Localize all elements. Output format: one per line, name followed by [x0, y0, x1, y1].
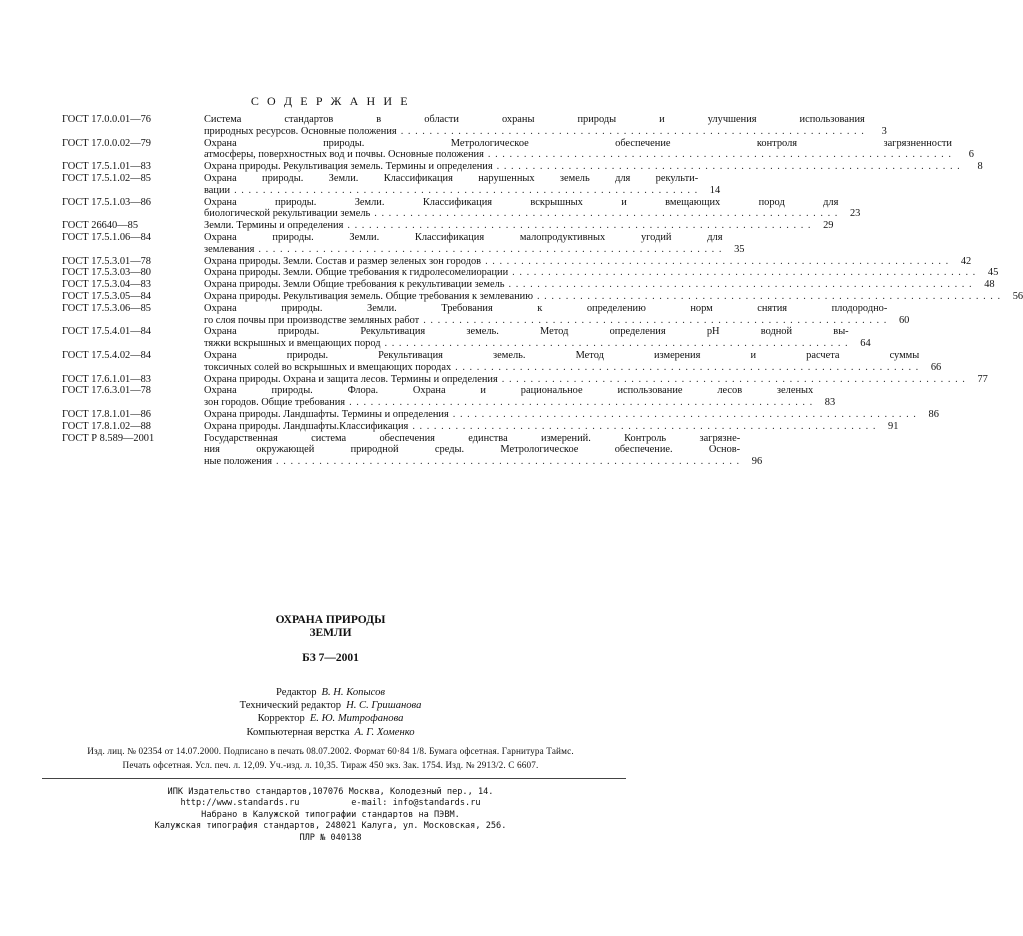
toc-entry-title-line: Охрана природы. Земли. Общие требования к гидролесомелиорации — [204, 267, 509, 279]
section-title — [0, 614, 661, 640]
toc-entry-title-line: атмосферы, поверхностных вод и почвы. Основные положения — [204, 149, 484, 161]
toc-entry — [62, 385, 836, 409]
toc-entry-code: ГОСТ 17.6.1.01—83 — [62, 373, 152, 385]
toc-entry-title-line: биологической рекультивации земель — [204, 208, 371, 220]
toc-entry — [62, 172, 721, 197]
toc-entry — [62, 349, 942, 374]
toc-entry-title — [204, 267, 998, 279]
toc-entry-page: 42 — [960, 255, 972, 267]
credit-role: Технический редактор — [239, 700, 342, 712]
toc-entry-title — [204, 138, 974, 162]
toc-entry-page: 35 — [734, 243, 745, 255]
toc-entry-title — [204, 303, 909, 327]
credit-line — [0, 712, 661, 725]
toc-entry — [62, 231, 745, 256]
imprint-line-1: Изд. лиц. № 02354 от 14.07.2000. Подписано в печать 08.07.2002. Формат 60·84 1/8. Бумага офсетная. Гарнитура Таймс. — [87, 746, 574, 756]
section-title-line-2: ЗЕМЛИ — [309, 627, 352, 639]
toc-entry-title-line: Охрана природы. Рекультивация земель. Метод измерения и расчета суммы — [204, 349, 920, 361]
toc-entry-page: 86 — [928, 408, 939, 420]
toc-leader-dots — [508, 267, 976, 279]
toc-entry-code: ГОСТ 17.5.4.02—84 — [62, 349, 152, 361]
toc-entry-title-line: Охрана природы. Рекультивация земель. Общие требования к землеванию — [204, 290, 533, 302]
toc-entry-code: ГОСТ 17.5.3.05—84 — [62, 290, 152, 302]
toc-entry-title-line: ные положения — [204, 456, 273, 468]
toc-entry-page: 48 — [984, 279, 995, 291]
toc-list — [62, 114, 1023, 468]
publisher-info — [0, 787, 661, 844]
toc-title: С О Д Е Р Ж А Н И Е — [250, 94, 411, 108]
toc-entry-title-line: Охрана природы. Ландшафты.Классификация — [204, 420, 409, 432]
toc-entry-code: ГОСТ 26640—85 — [62, 220, 139, 232]
credit-role: Корректор — [257, 713, 305, 725]
toc-entry-title — [204, 350, 941, 374]
toc-entry-title — [204, 291, 1023, 303]
toc-entry-code: ГОСТ 17.8.1.01—86 — [62, 408, 152, 420]
toc-entry-code: ГОСТ 17.8.1.02—88 — [62, 420, 152, 432]
toc-entry-title — [204, 197, 860, 221]
toc-entry-title — [204, 374, 988, 386]
toc-entry-code: ГОСТ 17.5.3.06—85 — [62, 302, 152, 314]
toc-entry-title — [204, 279, 995, 291]
toc-entry-title-line: вации — [204, 184, 231, 196]
toc-leader-dots — [345, 397, 813, 409]
toc-entry-title — [204, 421, 898, 433]
toc-entry — [62, 196, 861, 221]
toc-entry-page: 91 — [888, 420, 899, 432]
toc-entry-page: 66 — [930, 361, 942, 373]
toc-leader-dots — [343, 220, 811, 232]
credit-line — [0, 686, 661, 699]
toc-entry-title-line: Охрана природы. Охрана и защита лесов. Термины и определения — [204, 373, 498, 385]
toc-entry-page: 45 — [987, 267, 999, 279]
toc-leader-dots — [493, 161, 961, 173]
imprint — [0, 745, 661, 773]
publisher-line: ПЛР № 040138 — [299, 832, 362, 843]
publisher-line: Набрано в Калужской типографии стандартов на ПЭВМ. — [201, 809, 460, 820]
divider — [42, 778, 626, 779]
toc-entry-page: 64 — [860, 338, 871, 350]
collection-number: БЗ 7—2001 — [302, 652, 359, 664]
toc-entry-page: 29 — [823, 220, 834, 232]
toc-entry — [62, 326, 871, 350]
toc-entry-code: ГОСТ 17.5.3.03—80 — [62, 267, 152, 279]
toc-entry-page: 77 — [977, 373, 988, 385]
toc-leader-dots — [481, 256, 949, 268]
toc-entry-code: ГОСТ 17.5.3.04—83 — [62, 279, 152, 291]
credit-role: Компьютерная верстка — [246, 726, 350, 738]
toc-entry — [62, 408, 939, 421]
toc-entry-title — [204, 232, 744, 256]
toc-entry — [62, 114, 887, 138]
toc-entry-code: ГОСТ 17.5.1.03—86 — [62, 196, 152, 208]
toc-entry-page: 23 — [849, 208, 861, 220]
toc-leader-dots — [254, 244, 722, 256]
toc-entry-code: ГОСТ 17.0.0.02—79 — [62, 137, 152, 149]
credits — [0, 686, 661, 739]
toc-entry — [62, 279, 995, 291]
toc-entry-title-line: Охрана природы. Рекультивация земель. Термины и определения — [204, 161, 493, 173]
toc-entry-title — [204, 256, 971, 268]
publisher-line: Калужская типография стандартов, 248021 Калуга, ул. Московская, 256. — [154, 821, 507, 832]
toc-entry-code: ГОСТ 17.0.0.01—76 — [62, 114, 152, 125]
credit-line — [0, 699, 661, 712]
toc-leader-dots — [484, 149, 952, 161]
toc-entry-title — [204, 326, 871, 350]
toc-entry-title-line: тяжки вскрышных и вмещающих пород — [204, 338, 381, 350]
credit-name: Е. Ю. Митрофанова — [309, 713, 404, 725]
toc-entry-title-line: Охрана природы. Флора. Охрана и рациональное использование лесов зеленых — [204, 385, 814, 397]
toc-entry-title-line: Охрана природы. Земли. Требования к определению норм снятия плодородно- — [204, 302, 888, 314]
toc-entry — [62, 290, 1023, 303]
toc-entry-title-line: Охрана природы. Земли. Классификация вскрышных и вмещающих пород для — [204, 196, 839, 208]
toc-entry-code: ГОСТ 17.5.3.01—78 — [62, 255, 152, 267]
credit-line — [0, 726, 661, 739]
section-title-line-1: ОХРАНА ПРИРОДЫ — [275, 614, 386, 626]
credit-name: Н. С. Гришанова — [346, 700, 422, 712]
toc-entry-page: 96 — [751, 456, 763, 468]
toc-entry-title-line: Земли. Термины и определения — [204, 220, 344, 232]
toc-entry-code: ГОСТ 17.5.1.01—83 — [62, 161, 152, 173]
toc-entry-title-line: Охрана природы. Земли. Классификация нарушенных земель для рекульти- — [204, 172, 699, 184]
toc-leader-dots — [449, 409, 917, 421]
toc-entry-title-line: Охрана природы. Рекультивация земель. Метод определения pH водной вы- — [204, 326, 849, 338]
toc-entry-page: 8 — [977, 161, 983, 173]
toc-entry — [62, 255, 972, 268]
toc-entry-code: ГОСТ 17.5.1.02—85 — [62, 172, 152, 184]
toc-entry-title-line: землевания — [204, 243, 255, 255]
toc-entry-page: 83 — [824, 397, 836, 409]
toc-entry-title-line: Система стандартов в области охраны природы и улучшения использования — [204, 114, 865, 125]
toc-entry — [62, 267, 999, 279]
publisher-line: ИПК Издательство стандартов,107076 Москва, Колодезный пер., 14. — [167, 787, 494, 797]
toc-leader-dots — [370, 208, 838, 220]
toc-entry — [62, 302, 910, 327]
toc-entry-title-line: Охрана природы. Ландшафты. Термины и определения — [204, 408, 449, 420]
toc-entry-title-line: токсичных солей во вскрышных и вмещающих породах — [204, 361, 452, 373]
toc-entry-title-line: го слоя почвы при производстве земляных работ — [204, 314, 420, 326]
toc-entry-code: ГОСТ Р 8.589—2001 — [62, 432, 155, 444]
toc-entry — [62, 373, 988, 386]
credit-name: В. Н. Копысов — [321, 687, 385, 698]
toc-entry-title — [204, 220, 834, 232]
toc-leader-dots — [230, 185, 698, 197]
toc-leader-dots — [397, 126, 865, 138]
toc-entry — [62, 137, 974, 162]
toc-entry-title-line: Охрана природы. Земли Общие требования к рекультивации земель — [204, 279, 505, 291]
toc-leader-dots — [505, 279, 973, 291]
toc-entry-title-line: ния окружающей природной среды. Метрологическое обеспечение. Основ- — [204, 444, 741, 456]
toc-entry-title-line: природных ресурсов. Основные положения — [204, 125, 397, 137]
toc-entry-page: 60 — [898, 314, 910, 326]
toc-leader-dots — [451, 362, 919, 374]
publisher-line: http://www.standards.ru e-mail: info@standards.ru — [180, 798, 481, 809]
toc-entry-title-line: зон городов. Общие требования — [204, 397, 346, 409]
imprint-line-2: Печать офсетная. Усл. печ. л. 12,09. Уч.-изд. л. 10,35. Тираж 450 экз. Зак. 1754. Изд. № 2913/2. С 6607. — [122, 759, 539, 770]
toc-entry-page: 14 — [709, 184, 721, 196]
toc-entry-title-line: Охрана природы. Земли. Классификация малопродуктивных угодий для — [204, 231, 723, 243]
toc-entry-code: ГОСТ 17.6.3.01—78 — [62, 385, 152, 397]
toc-entry-title — [204, 173, 720, 197]
toc-leader-dots — [272, 456, 740, 468]
toc-entry-title — [204, 409, 939, 421]
toc-entry — [62, 161, 983, 173]
toc-entry-title — [204, 114, 887, 138]
toc-entry-page: 6 — [968, 149, 974, 161]
toc-entry-title-line: Государственная система обеспечения единства измерений. Контроль загрязне- — [204, 432, 741, 444]
toc-entry-title-line: Охрана природы. Метрологическое обеспечение контроля загрязненности — [204, 137, 952, 149]
toc-entry-title — [204, 161, 983, 173]
toc-entry-code: ГОСТ 17.5.4.01—84 — [62, 326, 152, 338]
toc-entry-page: 56 — [1012, 290, 1023, 302]
toc-entry-title — [204, 385, 835, 409]
toc-leader-dots — [381, 338, 849, 350]
toc-leader-dots — [533, 291, 1001, 303]
toc-leader-dots — [498, 374, 966, 386]
toc-leader-dots — [408, 421, 876, 433]
credit-role: Редактор — [276, 687, 317, 698]
toc-entry — [62, 432, 763, 468]
credit-name: А. Г. Хоменко — [354, 726, 415, 738]
toc-entry-code: ГОСТ 17.5.1.06—84 — [62, 231, 152, 243]
toc-entry — [62, 420, 899, 433]
toc-entry-page: 3 — [881, 125, 887, 137]
toc-entry-title — [204, 433, 762, 468]
toc-entry-title-line: Охрана природы. Земли. Состав и размер зеленых зон городов — [204, 255, 482, 267]
toc-leader-dots — [419, 315, 887, 327]
toc-entry — [62, 220, 834, 232]
